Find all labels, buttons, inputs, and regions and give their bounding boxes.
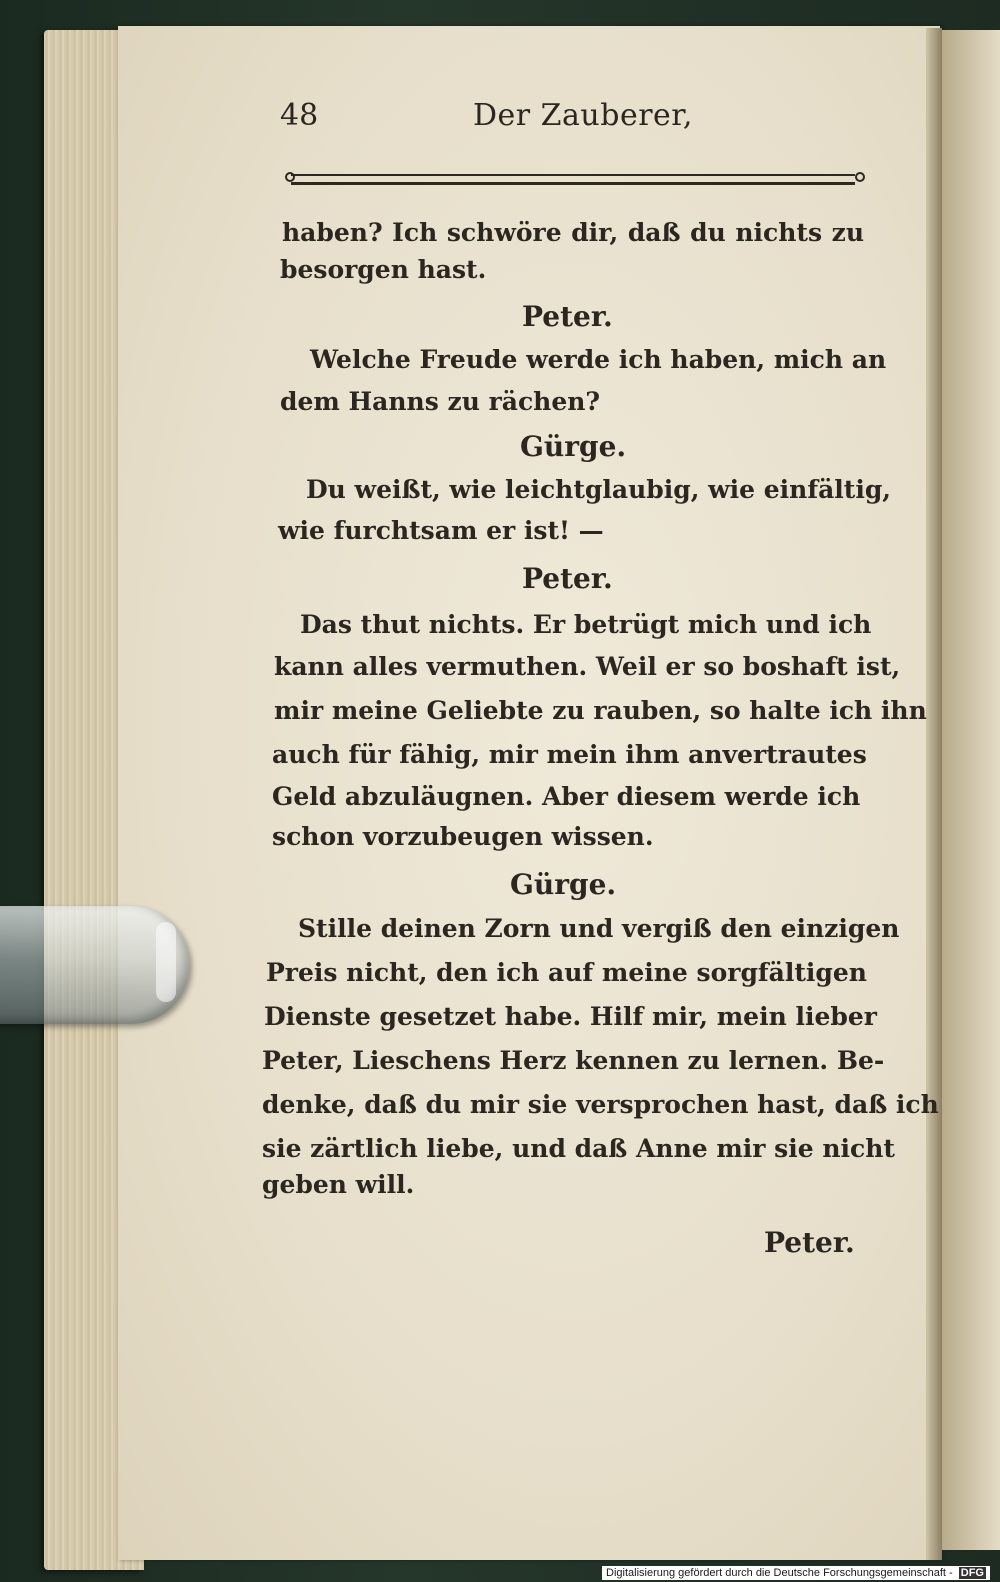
text-line: dem Hanns zu rächen? <box>280 387 601 416</box>
text-line: schon vorzubeugen wissen. <box>272 822 654 851</box>
text-line: Du weißt, wie leichtglaubig, wie einfältig, <box>306 475 892 504</box>
credit-text: Digitalisierung gefördert durch die Deutsche Forschungsgemeinschaft - <box>606 1567 953 1579</box>
text-line: wie furchtsam er ist! — <box>278 516 604 545</box>
text-line: besorgen hast. <box>280 255 487 284</box>
text-line: auch für fähig, mir mein ihm anvertrautes <box>272 740 867 769</box>
text-line: mir meine Geliebte zu rauben, so halte ich ihn <box>274 696 927 725</box>
text-line: Stille deinen Zorn und vergiß den einzigen <box>298 914 900 943</box>
page-number: 48 <box>280 98 319 133</box>
text-line: Welche Freude werde ich haben, mich an <box>310 345 887 374</box>
text-line: Dienste gesetzet habe. Hilf mir, mein lieber <box>264 1002 877 1031</box>
speaker-name: Gürge. <box>520 430 627 463</box>
text-line: geben will. <box>262 1170 415 1199</box>
text-line: Geld abzuläugnen. Aber diesem werde ich <box>272 782 861 811</box>
digitization-credit <box>602 1566 990 1580</box>
text-line: Das thut nichts. Er betrügt mich und ich <box>300 610 872 639</box>
dfg-logo: DFG <box>960 1567 984 1579</box>
running-title: Der Zauberer, <box>473 98 693 133</box>
text-line: Preis nicht, den ich auf meine sorgfältigen <box>266 958 867 987</box>
speaker-name: Peter. <box>522 300 613 333</box>
page-holder-clip <box>0 906 190 1024</box>
text-line: Peter, Lieschens Herz kennen zu lernen. Be- <box>262 1046 885 1075</box>
catchword: Peter. <box>764 1226 855 1259</box>
text-line: kann alles vermuthen. Weil er so boshaft ist, <box>274 652 901 681</box>
text-line: sie zärtlich liebe, und daß Anne mir sie nicht <box>262 1134 895 1163</box>
speaker-name: Gürge. <box>510 868 617 901</box>
text-line: haben? Ich schwöre dir, daß du nichts zu <box>282 218 864 247</box>
text-line: denke, daß du mir sie versprochen hast, daß ich <box>262 1090 939 1119</box>
speaker-name: Peter. <box>522 562 613 595</box>
